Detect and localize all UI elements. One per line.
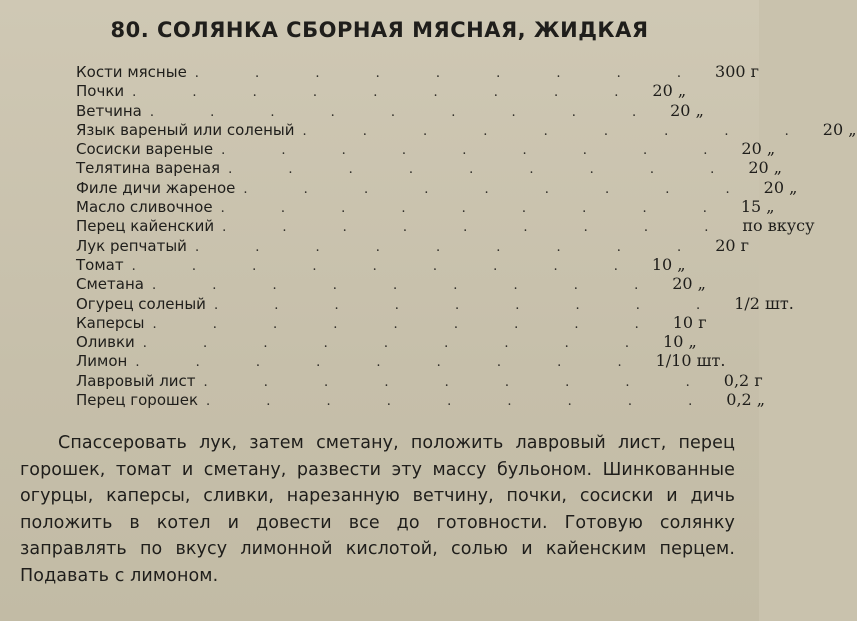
ingredient-name: Перец горошек [76,391,199,410]
ingredient-row [76,197,775,217]
ingredient-name: Томат [76,255,124,274]
ingredient-qty: 20 „ [748,158,783,178]
ingredient-name: Филе дичи жареное [76,178,236,197]
ingredient-name: Сосиски вареные [76,140,214,159]
leader-dots: . . . . . . . . . [243,181,756,197]
ingredient-row [76,390,766,410]
ingredient-row [76,119,857,139]
ingredient-name: Ветчина [76,101,142,120]
ingredient-qty: 0,2 „ [726,390,766,410]
leader-dots: . . . . . . . . . [222,220,735,236]
ingredient-qty: по вкусу [742,216,815,236]
ingredient-qty: 15 „ [740,197,775,217]
cooking-instructions: Спассеровать лук, затем сметану, положить лавровый лист, перец горошек, томат и сметану, развести эту массу бульоном. Шинкованные огурцы, каперсы, сливки, нарезанную ветчину, почки, сосиски и дичь положить в котел и довести все до готовности. Готовую солянку заправлять по вкусу лимонной кислотой, солью и кайенским перцем. Подавать с лимоном. [20,433,735,586]
leader-dots: . . . . . . . . . [206,394,719,410]
ingredient-qty: 20 „ [670,100,704,120]
ingredient-name: Огурец соленый [76,294,206,313]
ingredient-name: Телятина вареная [76,159,221,178]
ingredient-name: Масло сливочное [76,198,213,217]
ingredient-qty: 10 „ [651,254,686,274]
ingredient-row [76,312,707,332]
leader-dots: . . . . . . . . . [221,143,734,159]
ingredient-list [76,62,857,410]
leader-dots: . . . . . . . . . [228,162,741,178]
ingredient-row [76,370,763,390]
ingredient-qty: 20 „ [822,119,857,139]
leader-dots: . . . . . . . . . [152,316,665,332]
leader-dots: . . . . . . . . . [131,258,644,274]
leader-dots: . . . . . . . . . [194,66,708,81]
ingredient-name: Лимон [76,352,128,371]
ingredient-name: Каперсы [76,313,145,332]
ingredient-name: Сметана [76,275,144,294]
leader-dots: . . . . . . . . . [302,123,815,139]
ingredient-row [76,332,697,352]
ingredient-row [76,351,726,371]
ingredient-row [76,62,760,81]
ingredient-name: Язык вареный или соленый [76,120,295,139]
ingredient-qty: 20 „ [763,177,798,197]
ingredient-row [76,274,706,294]
ingredient-row [76,177,798,197]
ingredient-row [76,100,704,120]
ingredient-row [76,254,686,274]
ingredient-name: Оливки [76,333,135,352]
ingredient-qty: 20 „ [672,274,706,294]
leader-dots: . . . . . . . . . [142,336,656,352]
leader-dots: . . . . . . . . . [151,278,665,294]
ingredient-qty: 0,2 г [723,370,763,390]
ingredient-row [76,158,783,178]
ingredient-qty: 1/2 шт. [734,293,794,313]
ingredient-name: Лавровый лист [76,371,196,390]
leader-dots: . . . . . . . . . [194,239,708,255]
ingredient-qty: 300 г [715,62,760,81]
ingredient-name: Почки [76,82,125,101]
ingredient-row [76,81,687,101]
ingredient-qty: 1/10 шт. [655,351,726,371]
ingredient-name: Лук репчатый [76,236,187,255]
leader-dots: . . . . . . . . . [213,297,727,313]
leader-dots: . . . . . . . . . [149,104,663,120]
ingredient-qty: 20 „ [741,139,776,159]
ingredient-row [76,235,750,255]
ingredient-qty: 20 „ [652,81,687,101]
ingredient-row [76,139,776,159]
ingredient-qty: 10 „ [663,332,697,352]
ingredient-name: Перец кайенский [76,217,215,236]
leader-dots: . . . . . . . . . [135,355,648,371]
leader-dots: . . . . . . . . . [132,85,645,101]
ingredient-row [76,216,815,236]
ingredient-name: Кости мясные [76,63,187,81]
leader-dots: . . . . . . . . . [203,374,716,390]
recipe-title: 80. СОЛЯНКА СБОРНАЯ МЯСНАЯ, ЖИДКАЯ [110,18,649,42]
leader-dots: . . . . . . . . . [220,201,733,217]
ingredient-row [76,293,794,313]
ingredient-qty: 20 г [715,235,750,255]
ingredient-qty: 10 г [672,312,707,332]
